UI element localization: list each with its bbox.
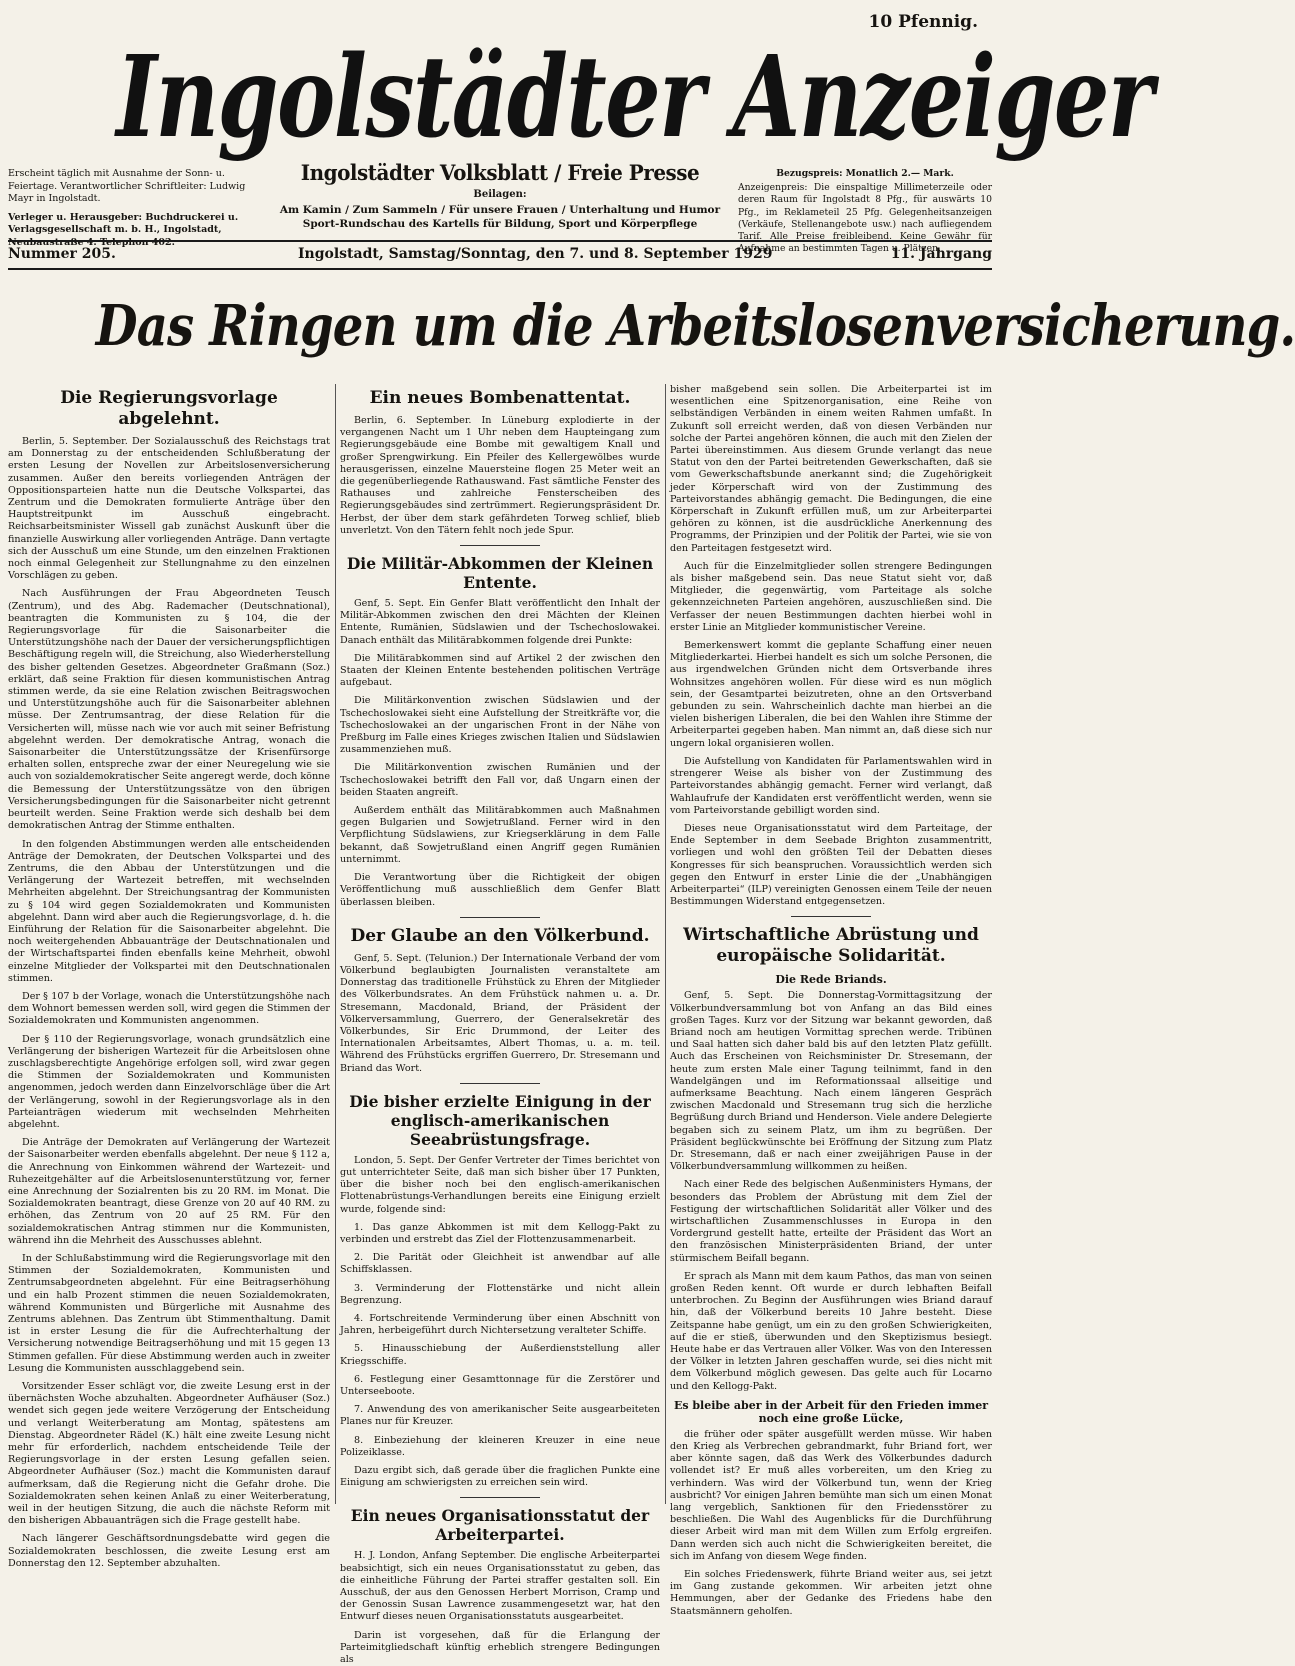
article-subheading: Es bleibe aber in der Arbeit für den Frieden immer noch eine große Lücke, [673, 1398, 989, 1425]
supplements-list: Am Kamin / Zum Sammeln / Für unsere Frauen / Unterhaltung und Humor Sport-Rundschau des Kartells für Bildung, Sport und Körperpflege [279, 204, 721, 230]
article-paragraph: Bemerkenswert kommt die geplante Schaffung einer neuen Mitgliederkartei. Hierbei handelt es sich um solche Personen, die aus irgendwelchen Gründen nicht dem Ortsverbande ihres Wohnsitzes angehören wollen. Für diese wird es nun möglich sein, der Gesamtpartei beizutreten, ohne an den Ortsverband gebunden zu sein. Wahrscheinlich dachte man hierbei an die vielen bisherigen Liberalen, die bei den Wahlen ihre Stimme der Arbeiterpartei gegeben haben. Man nimmt an, daß diese sich nur ungern lokal organisieren wollen. [670, 640, 992, 749]
article-paragraph: Nach Ausführungen der Frau Abgeordneten Teusch (Zentrum), und des Abg. Rademacher (Deutschnational), beantragten die Kommunisten zu § 104, die der Regierungsvorlage für die Saisonarbeiter die Unterstützungshöhe nach der Dauer der versicherungspflichtigen Beschäftigung regeln will, die Streichung, also Wiederherstellung des bisher geltenden Gesetzes. Abgeordneter Graßmann (Soz.) erklärt, daß seine Fraktion für diesen kommunistischen Antrag stimmen werde, da sie eine Relation zwischen Beitragswochen und Unterstützungshöhe auch für die Saisonarbeiter ablehnen müsse. Der Zentrumsantrag, der diese Relation für die Versicherten will, müsse nach wie vor auch mit seiner Befristung abgelehnt werden. Der demokratische Antrag, wonach die Saisonarbeiter die Unterstützungssätze der Krisenfürsorge erhalten sollen, entspreche zwar der einer Neuregelung wie sie auch von sozialdemokratischer Seite angeregt werde, doch könne die Bemessung der Unterstützungssätze von den übrigen Versicherungsbedingungen für die Saisonarbeiter nicht getrennt beurteilt werden. Seine Fraktion werde sich deshalb bei dem demokratischen Antrag der Stimme enthalten. [8, 588, 330, 832]
article-paragraph: Ein solches Friedenswerk, führte Briand weiter aus, sei jetzt im Gang zustande gekommen. Wir arbeiten jetzt ohne Hemmungen, aber der Gedanke des Friedens habe den Staatsmännern geholfen. [670, 1569, 992, 1617]
article-divider [791, 916, 871, 917]
article-paragraph: Der § 107 b der Vorlage, wonach die Unterstützungshöhe nach dem Wohnort bemessen werden soll, wird gegen die Stimmen der Sozialdemokraten und Kommunisten angenommen. [8, 990, 330, 1027]
top-divider [8, 240, 992, 242]
article-paragraph: Genf, 5. Sept. (Telunion.) Der Internationale Verband der vom Völkerbund beglaubigten Journalisten veranstaltete am Donnerstag das traditionelle Frühstück zu Ehren der Mitglieder des Völkerbundsrates. An dem Frühstück nahmen u. a. Dr. Stresemann, Macdonald, Briand, der Präsident der Völkerversammlung, Guerrero, der Generalsekretär des Völkerbundes, Sir Eric Drummond, der Leiter des Internationalen Arbeitsamtes, Albert Thomas, u. a. m. teil. Während des Frühstücks ergriffen Guerrero, Dr. Stresemann und Briand das Wort. [340, 952, 660, 1074]
masthead-title: Ingolstädter Anzeiger [116, 32, 1153, 163]
article-paragraph: Nach längerer Geschäftsordnungsdebatte wird gegen die Sozialdemokraten beschlossen, die zweite Lesung erst am Donnerstag den 12. September abzuhalten. [8, 1533, 330, 1569]
article-heading: Wirtschaftliche Abrüstung und europäische Solidarität. [683, 925, 979, 967]
article-paragraph: Dazu ergibt sich, daß gerade über die fraglichen Punkte eine Einigung am schwierigsten zu erreichen sein wird. [340, 1465, 660, 1489]
column-divider [665, 384, 666, 1504]
article-paragraph: Auch für die Einzelmitglieder sollen strengere Bedingungen als bisher maßgebend sein. Das neue Statut sieht vor, daß Mitglieder, die gegenwärtig, vom Parteitage als solche gekennzeichneten Parteien angehören, auszuschließen sind. Die Verfasser der neuen Bestimmungen dachten hierbei wohl in erster Linie an Mitglieder kommunistischer Vereine. [670, 560, 992, 633]
article-paragraph: Der § 110 der Regierungsvorlage, wonach grundsätzlich eine Verlängerung der bisherigen Wartezeit für die Arbeitslosen ohne zuschlagsberechtigte Angehörige erfolgen soll, wird zwar gegen die Stimmen der Sozialdemokraten und Kommunisten angenommen, jedoch werden dann Einzelvorschläge über die Art der Verlängerung, sowohl in der Regierungsvorlage als in den Parteianträgen wiederum mit wechselnden Mehrheiten abgelehnt. [8, 1033, 330, 1130]
article-paragraph: Er sprach als Mann mit dem kaum Pathos, das man von seinen großen Reden kennt. Oft wurde er durch lebhaften Beifall unterbrochen. Zu Beginn der Ausführungen wies Briand darauf hin, daß der Völkerbund bereits 10 Jahre besteht. Diese Zeitspanne habe genügt, um ein zu den großen Schwierigkeiten, auf die er stieß, überwunden und den Skeptizismus besiegt. Heute habe er das Vertrauen aller Völker. Was von den Interessen der Völker in letzten Jahren geschaffen wurde, sei dies nicht mit dem Völkerbund möglich gewesen. Das gelte auch für Locarno und den Kellogg-Pakt. [670, 1270, 992, 1392]
list-item: 4. Fortschreitende Verminderung über einen Abschnitt von Jahren, herbeigeführt durch Nichtersetzung veralteter Schiffe. [340, 1312, 660, 1337]
article-paragraph: Darin ist vorgesehen, daß für die Erlangung der Parteimitgliedschaft künftig erheblich strengere Bedingungen als [340, 1629, 660, 1666]
dateline-divider [8, 268, 992, 270]
list-item: 1. Das ganze Abkommen ist mit dem Kellogg-Pakt zu verbinden und erstrebt das Ziel der Flottenzusammenarbeit. [340, 1221, 660, 1245]
column-2 [340, 384, 660, 1666]
list-item: 2. Die Parität oder Gleichheit ist anwendbar auf alle Schiffsklassen. [340, 1252, 660, 1276]
article-paragraph: Vorsitzender Esser schlägt vor, die zweite Lesung erst in der übernächsten Woche abzuhalten. Abgeordneter Aufhäuser (Soz.) wendet sich gegen jede weitere Verzögerung der Entscheidung und verlangt Weiterberatung am Montag, spätestens am Dienstag. Abgeordneter Rädel (K.) hält eine zweite Lesung nicht mehr für erforderlich, nachdem entscheidende Teile der Regierungsvorlage in der ersten Lesung gefallen seien. Abgeordneter Aufhäuser (Soz.) macht die Kommunisten darauf aufmerksam, daß die Regierung nicht die Gefahr drohe. Die Sozialdemokraten sehen keinen Anlaß zu einer Weiterberatung, weil in der heutigen Sitzung, die auch die nächste Reform mit den bisherigen Abbauanträgen sich die Frage gestellt habe. [8, 1381, 330, 1527]
article-paragraph: die früher oder später ausgefüllt werden müsse. Wir haben den Krieg als Verbrechen gebrandmarkt, fuhr Briand fort, wer aber könnte sagen, daß das Werk des Völkerbundes dadurch vollendet ist? Er muß alles vorbereiten, um den Krieg zu verhindern. Was wird der Völkerbund tun, wenn der Krieg ausbricht? Vor einigen Jahren bemühte man sich um einen Monat lang vergeblich, Sanktionen für den Friedensstörer zu beschließen. Die Wahl des Augenblicks für die Durchführung dieser Arbeit wird man mit dem Willen zum Erfolg ergreifen. Dann werden sich auch nicht die Schwierigkeiten bereitet, die sich im Anfang von diesem Wege finden. [670, 1428, 992, 1562]
article-heading: Die Regierungsvorlage abgelehnt. [60, 388, 278, 429]
article-heading: Ein neues Bombenattentat. [369, 388, 631, 408]
issue-number: Nummer 205. [8, 246, 116, 262]
supplements-label: Beilagen: [473, 189, 527, 200]
article-paragraph: H. J. London, Anfang September. Die englische Arbeiterpartei beabsichtigt, sich ein neues Organisationsstatut zu geben, das die einheitliche Führung der Partei straffer gestalten soll. Ein Ausschuß, der aus den Genossen Herbert Morrison, Cramp und der Genossin Susan Lawrence zusammengesetzt war, hat den Entwurf dieses neuen Organisationsstatuts ausgearbeitet. [340, 1550, 660, 1623]
article-paragraph: Die Militärkonvention zwischen Rumänien und der Tschechoslowakei betrifft den Fall vor, daß Ungarn einen der beiden Staaten angreift. [340, 762, 660, 798]
article-subheading: Die Rede Briands. [775, 973, 887, 987]
publication-info [8, 168, 263, 249]
issue-year: 11. Jahrgang [890, 246, 992, 262]
article-paragraph: Genf, 5. Sept. Ein Genfer Blatt veröffentlicht den Inhalt der Militär-Abkommen zwischen den drei Mächten der Kleinen Entente, Rumänien, Südslawien und der Tschechoslowakei. Danach enthält das Militärabkommen folgende drei Punkte: [340, 598, 660, 646]
column-divider [335, 384, 336, 1504]
article-divider [460, 917, 540, 918]
list-item: 3. Verminderung der Flottenstärke und nicht allein Begrenzung. [340, 1282, 660, 1306]
list-item: 5. Hinausschiebung der Außerdienststellung aller Kriegsschiffe. [340, 1343, 660, 1367]
article-paragraph: Berlin, 5. September. Der Sozialausschuß des Reichstags trat am Donnerstag zu der entscheidenden Schlußberatung der ersten Lesung der Novellen zur Arbeitslosenversicherung zusammen. Außer den bereits vorliegenden Anträgen der Oppositionsparteien hatte nun die Deutsche Volkspartei, das Zentrum und die Demokraten formulierte Anträge über den Hauptstreitpunkt im Ausschuß eingebracht. Reichsarbeitsminister Wissell gab zunächst Auskunft über die finanzielle Auswirkung aller vorliegenden Anträge. Dann vertagte sich der Ausschuß um eine Stunde, um den einzelnen Fraktionen noch einmal Gelegenheit zur Stellungnahme zu den einzelnen Vorschlägen zu geben. [8, 436, 330, 582]
article-paragraph: Nach einer Rede des belgischen Außenministers Hymans, der besonders das Problem der Abrüstung mit dem Ziel der Festigung der wirtschaftlichen Solidarität aller Völker und des wirtschaftlichen Zusammenschlusses in Europa in den Vordergrund gestellt hatte, erteilte der Präsident das Wort an den französischen Ministerpräsidenten Briand, der unter stürmischem Beifall begann. [670, 1179, 992, 1264]
masthead-subtitle-block [270, 160, 730, 231]
article-divider [460, 1497, 540, 1498]
advertising-price: Anzeigenpreis: Die einspaltige Millimeterzeile oder deren Raum für Ingolstadt 8 Pfg., für auswärts 10 Pfg., im Reklameteil 25 Pfg. Gelegenheitsanzeigen (Verkäufe, Stellenangebote usw.) nach aufliegendem Tarif. Alle Preise freibleibend. Keine Gewähr für Aufnahme an bestimmten Tagen u. Plätzen. [738, 182, 992, 255]
list-item: 8. Einbeziehung der kleineren Kreuzer in eine neue Polizeiklasse. [340, 1434, 660, 1458]
article-paragraph: Die Militärkonvention zwischen Südslawien und der Tschechoslowakei sieht eine Aufstellung der Streitkräfte vor, die Tschechoslowakei an der ungarischen Front in der Nähe von Preßburg im Falle eines Krieges zwischen Italien und Südslawien zusammenziehen muß. [340, 695, 660, 756]
article-paragraph: Die Verantwortung über die Richtigkeit der obigen Veröffentlichung muß ausschließlich dem Genfer Blatt überlassen bleiben. [340, 872, 660, 908]
column-1 [8, 384, 330, 1569]
article-paragraph: Genf, 5. Sept. Die Donnerstag-Vormittagsitzung der Völkerbundversammlung bot von Anfang an das Bild eines großen Tages. Kurz vor der Sitzung war bekannt geworden, daß Briand noch am heutigen Vormittag sprechen werde. Tribünen und Saal hatten sich daher bald bis auf den letzten Platz gefüllt. Auch das Erscheinen von Reichsminister Dr. Stresemann, der heute zum ersten Male einer Tagung teilnimmt, fand in den Wandelgängen und im Reformationssaal allseitige und aufmerksame Beachtung. Nach einem längeren Gespräch zwischen Macdonald und Stresemann trug sich die herzliche Begrüßung durch Briand und Henderson. Viele andere Delegierte begaben sich zu seinem Platz, um ihm zu begrüßen. Der Präsident beglückwünschte bei Eröffnung der Sitzung zum Platz Dr. Stresemann, daß er nach einer zweijährigen Pause in der Völkerbundversammlung willkommen zu heißen. [670, 990, 992, 1173]
list-item: 7. Anwendung des von amerikanischer Seite ausgearbeiteten Planes nur für Kreuzer. [340, 1404, 660, 1428]
list-item: 6. Festlegung einer Gesamttonnage für die Zerstörer und Unterseeboote. [340, 1373, 660, 1397]
issue-date: Ingolstadt, Samstag/Sonntag, den 7. und 8. September 1929 [298, 246, 773, 262]
article-paragraph: Die Anträge der Demokraten auf Verlängerung der Wartezeit der Saisonarbeiter werden ebenfalls abgelehnt. Der neue § 112 a, die Anrechnung von Einkommen während der Wartezeit- und Ruhezeitgehälter auf die Arbeitslosenunterstützung vor, ferner eine Anrechnung der Sozialrenten bis zu 20 RM. im Monat. Die Sozialdemokraten beantragt, diese Grenze von 20 auf 40 RM. zu erhöhen, das Zentrum von 20 auf 25 RM. Für den sozialdemokratischen Antrag stimmen nur die Kommunisten, während ihn die Mehrheit des Ausschusses ablehnt. [8, 1137, 330, 1246]
article-heading: Der Glaube an den Völkerbund. [350, 925, 650, 946]
article-paragraph: bisher maßgebend sein sollen. Die Arbeiterpartei ist im wesentlichen eine Spitzenorganisation, eine Reihe von selbständigen Verbänden in einem weiten Rahmen umfaßt. In Zukunft soll erreicht werden, daß von diesen Verbänden nur solche der Partei angehören können, die auch mit den Zielen der Partei übereinstimmen. Aus diesem Grunde verlangt das neue Statut von den der Partei beitretenden Gewerkschaften, daß sie vom Gewerkschaftsbunde anerkannt sind; die Zugehörigkeit jeder Körperschaft wird von der Zustimmung des Parteivorstandes abhängig gemacht. Die Bedingungen, die eine Körperschaft in Zukunft erfüllen muß, um zur Arbeiterpartei gehören zu können, ist die ausdrückliche Anerkennung des Programms, der Prinzipien und der Politik der Partei, wie sie von den Parteitagen festgesetzt wird. [670, 384, 992, 554]
column-3 [670, 384, 992, 1617]
article-heading: Die bisher erzielte Einigung in der englisch-amerikanischen Seeabrüstungsfrage. [349, 1091, 651, 1149]
article-paragraph: London, 5. Sept. Der Genfer Vertreter der Times berichtet von gut unterrichteter Seite, daß man sich bisher über 17 Punkten, über die bisher noch bei den englisch-amerikanischen Flottenabrüstungs-Verhandlungen bereits eine Einigung erzielt wurde, folgende sind: [340, 1154, 660, 1215]
article-paragraph: In den folgenden Abstimmungen werden alle entscheidenden Anträge der Demokraten, der Deutschen Volkspartei und des Zentrums, die den Abbau der Unterstützungen und die Verlängerung der Wartezeit betreffen, mit wechselnden Mehrheiten abgelehnt. Der Streichungsantrag der Kommunisten zu § 104 wird gegen Sozialdemokraten und Kommunisten abgelehnt. Dann wird aber auch die Regierungsvorlage, d. h. die Einführung der Relation für die Saisonarbeiter abgelehnt. Die noch weitergehenden Abbauanträge der Deutschnationalen und der Wirtschaftspartei finden ebenfalls keine Mehrheit, obwohl einzelne Mitglieder der Volkspartei mit den Deutschnationalen stimmen. [8, 838, 330, 984]
article-paragraph: Die Militärabkommen sind auf Artikel 2 der zwischen den Staaten der Kleinen Entente bestehenden politischen Verträge aufgebaut. [340, 652, 660, 689]
article-paragraph: Dieses neue Organisationsstatut wird dem Parteitage, der Ende September in dem Seebade Brighton zusammentritt, vorliegen und wohl den größten Teil der Debatten dieses Kongresses für sich beanspruchen. Voraussichtlich werden sich gegen den Entwurf in erster Linie die der „Unabhängigen Arbeiterpartei“ (ILP) vereinigten Genossen einem Teile der neuen Bestimmungen Widerstand entgegensetzen. [670, 822, 992, 908]
pricing-info [738, 168, 992, 255]
masthead-subtitle: Ingolstädter Volksblatt / Freie Presse [300, 160, 700, 185]
article-paragraph: Berlin, 6. September. In Lüneburg explodierte in der vergangenen Nacht um 1 Uhr neben dem Haupteingang zum Regierungsgebäude eine Bombe mit gewaltigem Knall und großer Sprengwirkung. Ein Pfeiler des Kellergewölbes wurde herausgerissen, einzelne Mauersteine flogen 25 Meter weit an die gegenüberliegende Rathauswand. Fast sämtliche Fenster des Rathauses und zahlreiche Fensterscheiben des Regierungsgebäudes sind zertrümmert. Regierungspräsident Dr. Herbst, der über dem stark gefährdeten Torweg schlief, blieb unverletzt. Von den Tätern fehlt noch jede Spur. [340, 415, 660, 536]
subscription-price: Bezugspreis: Monatlich 2.— Mark. [776, 168, 954, 179]
article-divider [460, 545, 540, 546]
main-headline: Das Ringen um die Arbeitslosenversicherung. [95, 293, 1295, 359]
publisher-imprint: Verleger u. Herausgeber: Buchdruckerei u. Verlagsgesellschaft m. b. H., Ingolstadt, Neubaustraße 4. Telephon 402. [8, 211, 239, 248]
article-divider [460, 1083, 540, 1084]
article-heading: Die Militär-Abkommen der Kleinen Entente. [346, 554, 654, 593]
publication-schedule: Erscheint täglich mit Ausnahme der Sonn- u. Feiertage. Verantwortlicher Schriftleiter: Ludwig Mayr in Ingolstadt. [8, 168, 246, 204]
article-paragraph: In der Schlußabstimmung wird die Regierungsvorlage mit den Stimmen der Sozialdemokraten, Kommunisten und Zentrumsabgeordneten abgelehnt. Für eine Beitragserhöhung und ein halb Prozent stimmen die neuen Sozialdemokraten, während Kommunisten und Bürgerliche mit Ausnahme des Zentrums ablehnen. Das Zentrum übt Stimmenthaltung. Damit ist in erster Lesung die für die Aufrechterhaltung der Versicherung notwendige Beitragserhöhung und mit 15 gegen 13 Stimmen gefallen. Für diese Abstimmung werden auch in zweiter Lesung die Kommunisten ausschlaggebend sein. [8, 1253, 330, 1374]
article-heading: Ein neues Organisationsstatut der Arbeiterpartei. [350, 1506, 650, 1545]
article-paragraph: Die Aufstellung von Kandidaten für Parlamentswahlen wird in strengerer Weise als bisher von der Zustimmung des Parteivorstandes abhängig gemacht. Ferner wird verlangt, daß Wahlaufrufe der Kandidaten erst veröffentlicht werden, wenn sie vom Parteivorstande gebilligt worden sind. [670, 755, 992, 816]
price-label: 10 Pfennig. [868, 12, 978, 32]
article-paragraph: Außerdem enthält das Militärabkommen auch Maßnahmen gegen Bulgarien und Sowjetrußland. Ferner wird in den Verpflichtung Südslawiens, zur Kriegserklärung in dem Falle bekannt, daß Sowjetrußland einen Angriff gegen Rumänien unternimmt. [340, 805, 660, 865]
